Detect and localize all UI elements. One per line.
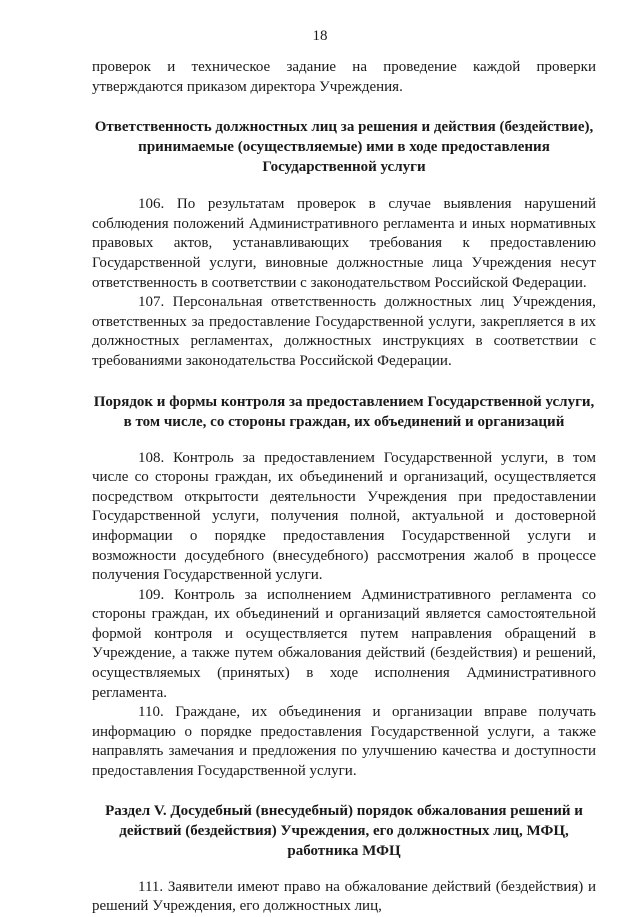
paragraph-106: 106. По результатам проверок в случае выявления нарушений соблюдения положений Административного регламента и иных нормативных правовых актов, устанавливающих требования к предоставлению Государственной услуги, виновные должностные лица Учреждения несут ответственность в соответствии с законодательством Российской Федерации.	[92, 196, 596, 291]
paragraph-109: 109. Контроль за исполнением Административного регламента со стороны граждан, их объединений и организаций является самостоятельной формой контроля и осуществляется путем направления обращений в Учреждение, а также путем обжалования действий (бездействия) и решений, осуществляемых (принятых) в ходе исполнения Административного регламента.	[92, 586, 596, 701]
paragraph-108: 108. Контроль за предоставлением Государственной услуги, в том числе со стороны граждан, их объединений и организаций, осуществляется посредством открытости деятельности Учреждения при предоставлении Государственной услуги, получения полной, актуальной и достоверной информации о порядке предоставления Государственной услуги и возможности досудебного (внесудебного) рассмотрения жалоб в процессе получения Государственной услуги.	[92, 449, 596, 584]
heading-control: Порядок и формы контроля за предоставлением Государственной услуги, в том числе, со стороны граждан, их объединений и организаций	[93, 393, 595, 430]
paragraph-107: 107. Персональная ответственность должностных лиц Учреждения, ответственных за предоставление Государственной услуги, закрепляется в их должностных регламентах, должностных инструкциях в соответствии с требованиями законодательства Российской Федерации.	[92, 294, 596, 369]
intro-paragraph: проверок и техническое задание на проведение каждой проверки утверждаются приказом директора Учреждения.	[92, 59, 596, 95]
heading-section-v: Раздел V. Досудебный (внесудебный) порядок обжалования решений и действий (бездействия) Учреждения, его должностных лиц, МФЦ, работника МФЦ	[105, 802, 583, 859]
page-number: 18	[312, 28, 328, 44]
paragraph-110: 110. Граждане, их объединения и организации вправе получать информацию о порядке предоставления Государственной услуги, а также направлять замечания и предложения по улучшению качества и доступности предоставления Государственной услуги.	[92, 704, 596, 780]
page-content	[92, 58, 596, 917]
heading-responsibility: Ответственность должностных лиц за решения и действия (бездействие), принимаемые (осуществляемые) ими в ходе предоставления Государственной услуги	[94, 119, 594, 176]
paragraph-111: 111. Заявители имеют право на обжалование действий (бездействия) и решений Учреждения, его должностных лиц,	[92, 878, 596, 915]
